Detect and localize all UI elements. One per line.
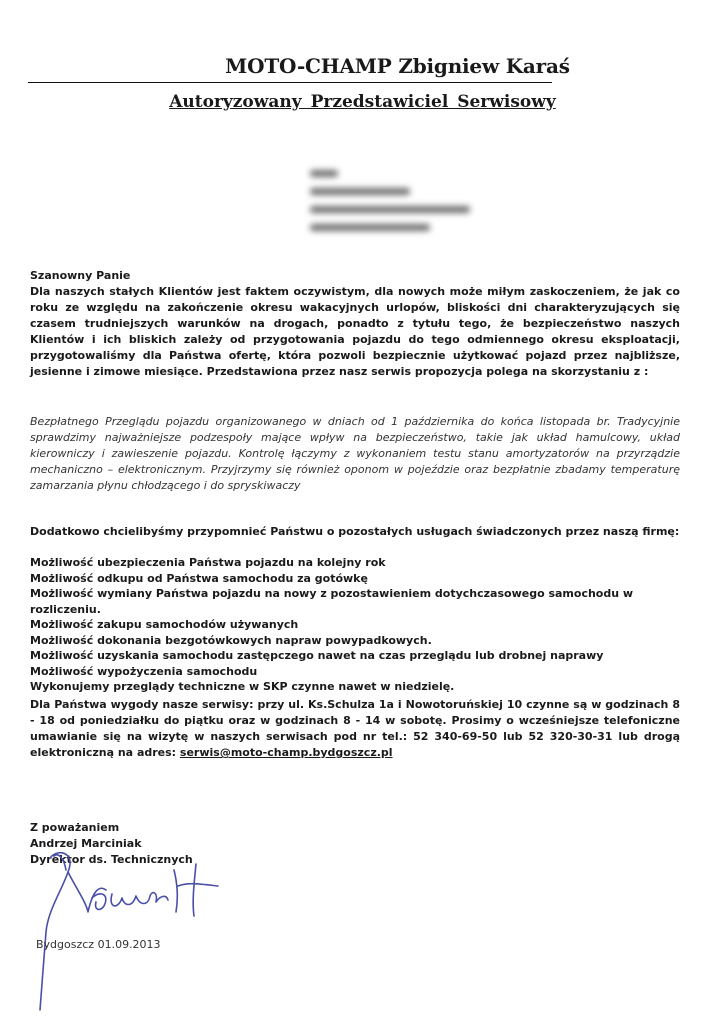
reminder-paragraph: Dodatkowo chcielibyśmy przypomnieć Państwu o pozostałych usługach świadczonych przez naszą firmę: (30, 525, 680, 538)
list-item: Możliwość odkupu od Państwa samochodu za gotówkę (30, 571, 368, 585)
contact-paragraph (30, 697, 680, 761)
intro-paragraph: Dla naszych stałych Klientów jest faktem oczywistym, dla nowych może miłym zaskoczeniem, że jak co roku ze względu na zakończenie okresu wakacyjnych urlopów, bliskości dni charakteryzujących się czasem trudniejszych warunków na drogach, ponadto z tytułu tego, że bezpieczeństwo naszych Klientów i ich bliskich zależy od przygotowania pojazdu do tego odmiennego okresu eksploatacji, przygotowaliśmy dla Państwa ofertę, która pozwoli bezpiecznie użytkować pojazd przez najbliższe, jesienne i zimowe miesiące. Przedstawiona przez nasz serwis propozycja polega na skorzystaniu z : (30, 285, 680, 378)
email-link[interactable]: serwis@moto-champ.bydgoszcz.pl (179, 746, 393, 759)
list-item: Możliwość uzyskania samochodu zastępczego nawet na czas przeglądu lub drobnej naprawy (30, 649, 604, 662)
list-item: Możliwość dokonania bezgotówkowych napraw powypadkowych. (30, 633, 432, 647)
company-subtitle: Autoryzowany Przedstawiciel Serwisowy (169, 92, 556, 112)
list-item: Wykonujemy przeglądy techniczne w SKP czynne nawet w niedzielę. (30, 680, 455, 693)
services-list (30, 555, 680, 695)
contact-text: Dla Państwa wygody nasze serwisy: przy ul. Ks.Schulza 1a i Nowotoruńskiej 10 czynne są w godzinach 8 - 18 od poniedziałku do piątku oraz w godzinach 8 - 14 w sobotę. Prosimy o wcześniejsze telefoniczne umawianie się na wizytę w naszych serwisach pod nr tel.: 52 340-69-50 lub 52 320-30-31 lub drogą elektroniczną na adres: (30, 698, 680, 759)
redacted-address-block (310, 170, 480, 242)
company-name: MOTO-CHAMP Zbigniew Karaś (225, 54, 570, 78)
handwritten-signature (28, 850, 238, 1020)
offer-paragraph: Bezpłatnego Przeglądu pojazdu organizowanego w dniach od 1 października do końca listopada br. Tradycyjnie sprawdzimy najważniejsze podzespoły mające wpływ na bezpieczeństwo, takie jak układ hamulcowy, układ kierowniczy i zawieszenie pojazdu. Kontrolę łączymy z wykonaniem testu stanu amortyzatorów na przyrządzie mechaniczno – elektronicznym. Przyjrzymy się również oponom w pojeździe oraz bezpłatnie zbadamy temperaturę zamarzania płynu chłodzącego i do spryskiwaczy (30, 415, 680, 492)
list-item: Możliwość wymiany Państwa pojazdu na nowy z pozostawieniem dotychczasowego samochodu w rozliczeniu. (30, 587, 634, 616)
list-item: Możliwość ubezpieczenia Państwa pojazdu na kolejny rok (30, 556, 386, 569)
closing: Z poważaniem (30, 821, 120, 834)
signatory-name: Andrzej Marciniak (30, 837, 142, 850)
list-item: Możliwość wypożyczenia samochodu (30, 664, 258, 678)
signatory-title: Dyrektor ds. Technicznych (30, 853, 193, 866)
list-item: Możliwość zakupu samochodów używanych (30, 618, 299, 631)
salutation: Szanowny Panie (30, 269, 131, 282)
place-and-date: Bydgoszcz 01.09.2013 (36, 938, 161, 951)
header-rule (28, 82, 552, 83)
